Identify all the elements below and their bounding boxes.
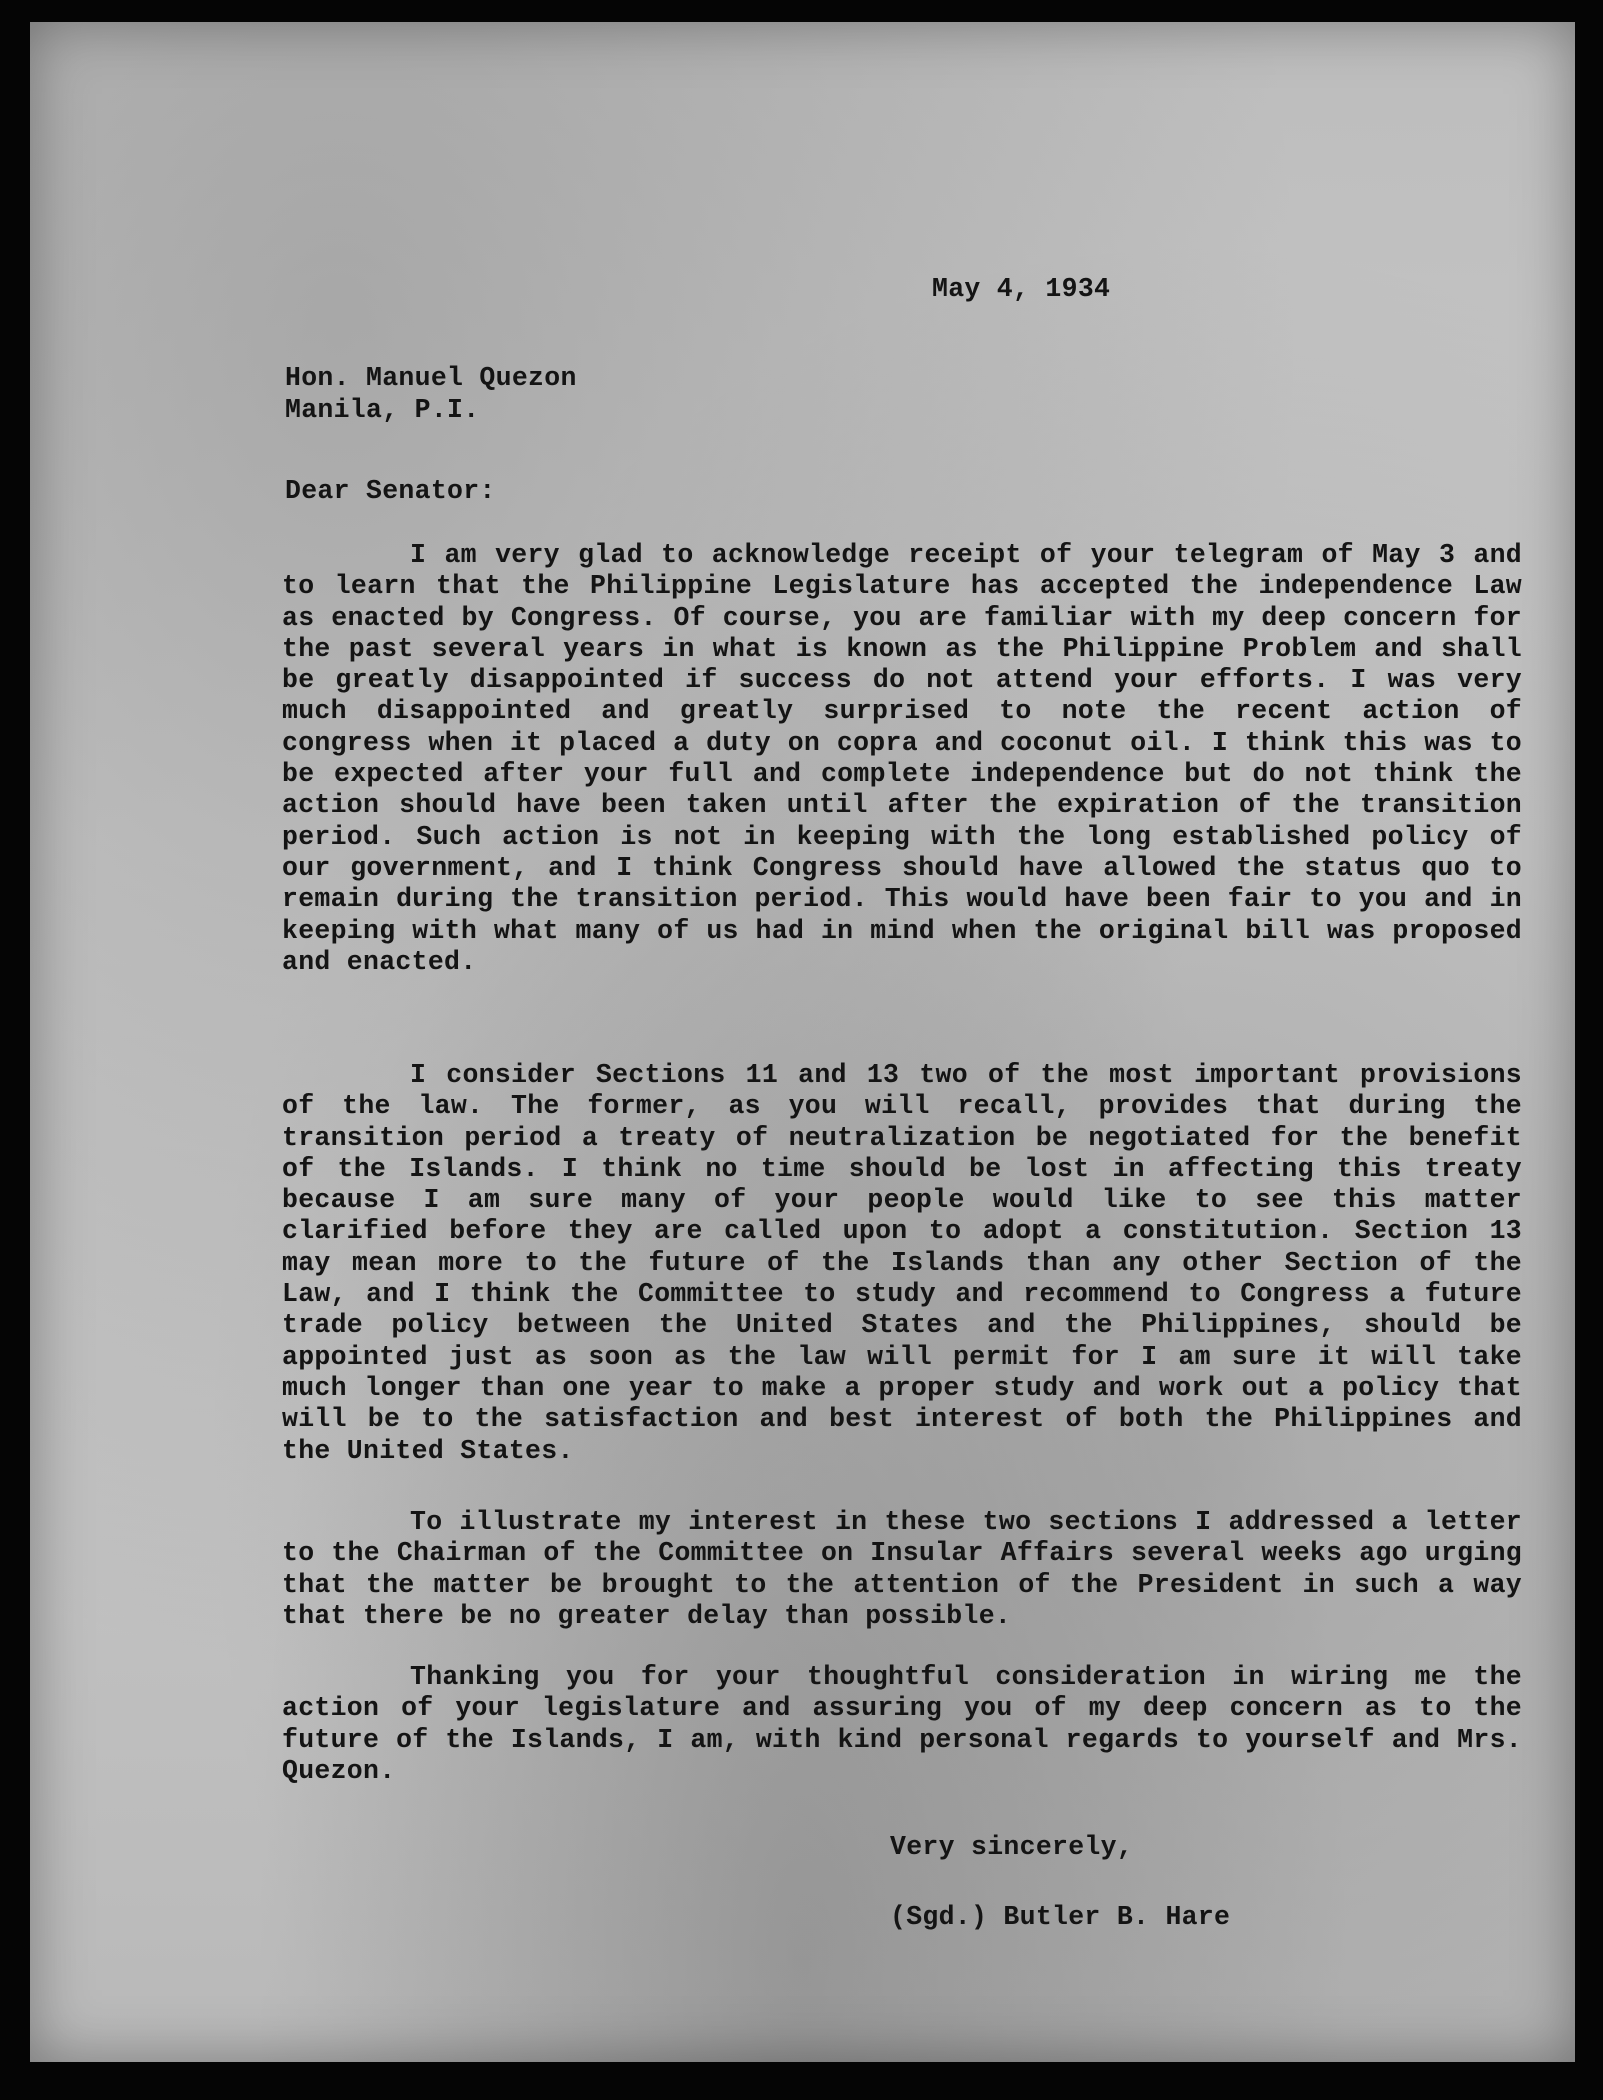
addressee-location: Manila, P.I. [285,395,480,425]
letter-page [30,22,1575,2062]
salutation: Dear Senator: [285,476,496,506]
signature-line: (Sgd.) Butler B. Hare [890,1902,1231,1932]
letter-date: May 4, 1934 [932,274,1111,304]
body-paragraph: Thanking you for your thoughtful consideration in wiring me the action of your legislature and assuring you of my deep concern as to the future of the Islands, I am, with kind personal regards to yourself and Mrs. Quezon. [282,1662,1522,1786]
complimentary-close: Very sincerely, [890,1832,1134,1862]
addressee-block [285,362,577,426]
body-paragraph: To illustrate my interest in these two sections I addressed a letter to the Chairman of the Committee on Insular Affairs several weeks ago urging that the matter be brought to the attention of the President in such a way that there be no greater delay than possible. [282,1507,1522,1631]
body-paragraph: I consider Sections 11 and 13 two of the most important provisions of the law. The former, as you will recall, provides that during the transition period a treaty of neutralization be negotiated for the benefit of the Islands. I think no time should be lost in affecting this treaty because I am sure many of your people would like to see this matter clarified before they are called upon to adopt a constitution. Section 13 may mean more to the future of the Islands than any other Section of the Law, and I think the Committee to study and recommend to Congress a future trade policy between the United States and the Philippines, should be appointed just as soon as the law will permit for I am sure it will take much longer than one year to make a proper study and work out a policy that will be to the satisfaction and best interest of both the Philippines and the United States. [282,1060,1522,1466]
addressee-name: Hon. Manuel Quezon [285,363,577,393]
body-paragraph: I am very glad to acknowledge receipt of your telegram of May 3 and to learn that the Philippine Legislature has accepted the independence Law as enacted by Congress. Of course, you are familiar with my deep concern for the past several years in what is known as the Philippine Problem and shall be greatly disappointed if success do not attend your efforts. I was very much disappointed and greatly surprised to note the recent action of congress when it placed a duty on copra and coconut oil. I think this was to be expected after your full and complete independence but do not think the action should have been taken until after the expiration of the transition period. Such action is not in keeping with the long established policy of our government, and I think Congress should have allowed the status quo to remain during the transition period. This would have been fair to you and in keeping with what many of us had in mind when the original bill was proposed and enacted. [282,540,1522,977]
